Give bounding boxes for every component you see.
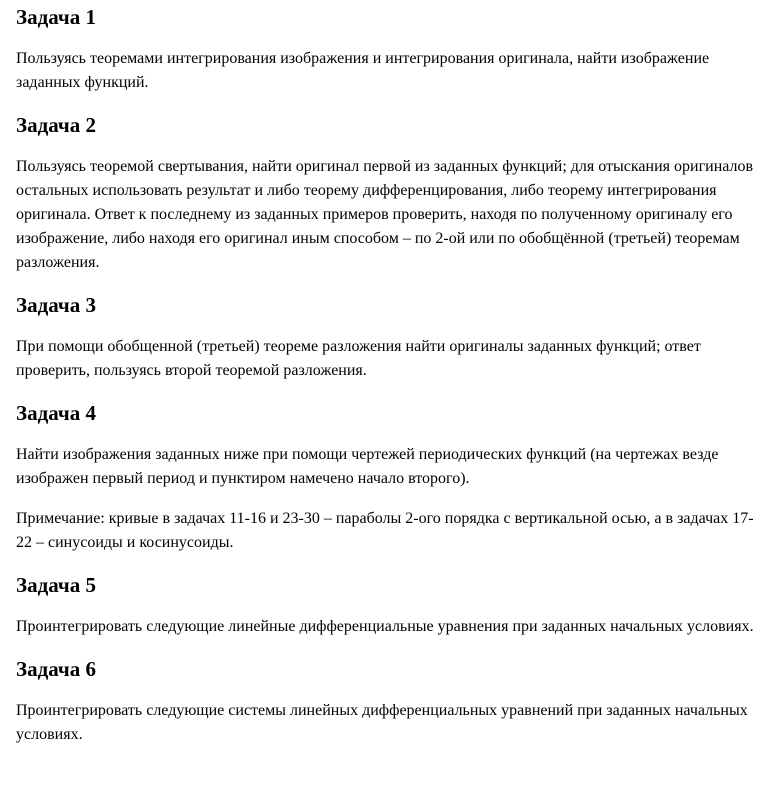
task-5-text: Проинтегрировать следующие линейные дифференциальные уравнения при заданных начальных условиях. xyxy=(16,618,754,635)
task-2-text: Пользуясь теоремой свертывания, найти оригинал первой из заданных функций; для отыскания оригиналов остальных использовать результат и либо теорему дифференцирования, либо теорему интегрирования оригинала. Ответ к последнему из заданных примеров проверить, находя по полученному оригиналу его изображение, либо находя его оригинал иным способом – по 2-ой или по обобщённой (третьей) теоремам разложения. xyxy=(16,158,754,271)
task-1-heading: Задача 1 xyxy=(16,5,96,29)
task-6-heading: Задача 6 xyxy=(16,657,96,681)
task-2-heading: Задача 2 xyxy=(16,113,96,137)
task-1-text: Пользуясь теоремами интегрирования изображения и интегрирования оригинала, найти изображение заданных функций. xyxy=(16,50,710,91)
task-4-heading: Задача 4 xyxy=(16,401,96,425)
task-3-text: При помощи обобщенной (третьей) теореме разложения найти оригиналы заданных функций; ответ проверить, пользуясь второй теоремой разложения. xyxy=(16,338,701,379)
task-6-text: Проинтегрировать следующие системы линейных дифференциальных уравнений при заданных начальных условиях. xyxy=(16,702,748,743)
task-5-heading: Задача 5 xyxy=(16,573,96,597)
task-3-heading: Задача 3 xyxy=(16,293,96,317)
task-4-note: Примечание: кривые в задачах 11-16 и 23-30 – параболы 2-ого порядка с вертикальной осью, а в задачах 17-22 – синусоиды и косинусоиды. xyxy=(16,510,754,551)
task-4-text: Найти изображения заданных ниже при помощи чертежей периодических функций (на чертежах везде изображен первый период и пунктиром намечено начало второго). xyxy=(16,446,719,487)
